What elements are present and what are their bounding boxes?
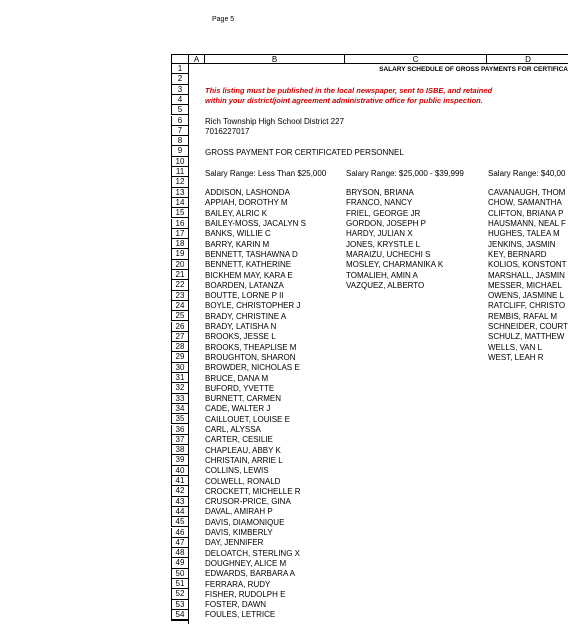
row-header[interactable]: 18 bbox=[171, 239, 189, 249]
column-header-b[interactable]: B bbox=[204, 54, 345, 64]
column-header-a[interactable]: A bbox=[188, 54, 205, 64]
name-cell: DOUGHNEY, ALICE M bbox=[205, 558, 287, 568]
name-cell: CAVANAUGH, THOM bbox=[488, 188, 566, 198]
name-cell: OWENS, JASMINE L bbox=[488, 291, 565, 301]
row-header[interactable]: 48 bbox=[171, 548, 189, 558]
name-cell: CHAPLEAU, ABBY K bbox=[205, 445, 281, 455]
row-header[interactable]: 39 bbox=[171, 455, 189, 465]
name-cell: BAILEY, ALRIC K bbox=[205, 208, 268, 218]
row-header[interactable]: 49 bbox=[171, 558, 189, 568]
name-cell: COLLINS, LEWIS bbox=[205, 466, 269, 476]
row-header[interactable]: 36 bbox=[171, 425, 189, 435]
name-cell: TOMALIEH, AMIN A bbox=[346, 270, 418, 280]
district-code: 7016227017 bbox=[205, 127, 250, 136]
name-cell: JONES, KRYSTLE L bbox=[346, 239, 421, 249]
name-cell: BROOKS, JESSE L bbox=[205, 332, 276, 342]
row-header[interactable]: 6 bbox=[171, 116, 189, 126]
row-header[interactable]: 35 bbox=[171, 414, 189, 424]
row-header[interactable]: 29 bbox=[171, 352, 189, 362]
name-cell: HUGHES, TALEA M bbox=[488, 229, 560, 239]
row-header[interactable]: 34 bbox=[171, 404, 189, 414]
row-header[interactable]: 42 bbox=[171, 486, 189, 496]
row-header[interactable]: 22 bbox=[171, 280, 189, 290]
name-cell: BOYLE, CHRISTOPHER J bbox=[205, 301, 301, 311]
section-title: GROSS PAYMENT FOR CERTIFICATED PERSONNEL bbox=[205, 148, 404, 157]
grid-line bbox=[204, 54, 205, 64]
row-header[interactable]: 31 bbox=[171, 373, 189, 383]
row-header[interactable]: 50 bbox=[171, 569, 189, 579]
row-header[interactable]: 20 bbox=[171, 260, 189, 270]
grid-line bbox=[344, 54, 345, 64]
salary-range-c: Salary Range: $25,000 - $39,999 bbox=[346, 169, 464, 178]
row-header[interactable]: 44 bbox=[171, 507, 189, 517]
row-header[interactable]: 37 bbox=[171, 435, 189, 445]
name-cell: MESSER, MICHAEL bbox=[488, 280, 562, 290]
name-cell: CLIFTON, BRIANA P bbox=[488, 208, 564, 218]
name-cell: BRADY, CHRISTINE A bbox=[205, 311, 287, 321]
grid-line bbox=[188, 54, 189, 624]
name-cell: CARL, ALYSSA bbox=[205, 425, 261, 434]
name-cell: BRUCE, DANA M bbox=[205, 373, 269, 383]
name-cell: ADDISON, LASHONDA bbox=[205, 188, 290, 198]
row-header[interactable]: 28 bbox=[171, 342, 189, 352]
name-cell: SCHNEIDER, COURT bbox=[488, 322, 568, 331]
name-cell: MOSLEY, CHARMANIKA K bbox=[346, 260, 444, 270]
name-cell: SCHULZ, MATTHEW bbox=[488, 332, 565, 342]
name-cell: BUFORD, YVETTE bbox=[205, 383, 275, 393]
name-cell: WEST, LEAH R bbox=[488, 352, 544, 362]
row-header[interactable]: 45 bbox=[171, 517, 189, 527]
name-cell: MARSHALL, JASMIN bbox=[488, 270, 565, 280]
page-label: Page 5 bbox=[212, 16, 235, 23]
name-cell: CADE, WALTER J bbox=[205, 404, 271, 414]
name-cell: CAILLOUET, LOUISE E bbox=[205, 414, 290, 424]
name-cell: JENKINS, JASMIN bbox=[488, 239, 556, 249]
name-cell: BOUTTE, LORNE P II bbox=[205, 291, 284, 301]
row-header[interactable]: 16 bbox=[171, 219, 189, 229]
column-header-d[interactable]: D bbox=[486, 54, 568, 64]
row-header[interactable]: 1 bbox=[171, 64, 189, 74]
row-header[interactable]: 4 bbox=[171, 95, 189, 105]
name-cell: FISHER, RUDOLPH E bbox=[205, 589, 286, 599]
row-header[interactable]: 30 bbox=[171, 363, 189, 373]
name-cell: FOULES, LETRICE bbox=[205, 610, 276, 620]
row-header[interactable]: 51 bbox=[171, 579, 189, 589]
row-header[interactable]: 5 bbox=[171, 105, 189, 115]
row-header[interactable]: 7 bbox=[171, 126, 189, 136]
row-header[interactable]: 2 bbox=[171, 74, 189, 84]
name-cell: BENNETT, KATHERINE bbox=[205, 260, 292, 270]
name-cell: BROOKS, THEAPLISE M bbox=[205, 342, 297, 352]
name-cell: KOLIOS, KONSTONT bbox=[488, 260, 567, 270]
name-cell: FRANCO, NANCY bbox=[346, 198, 413, 208]
name-cell: DAVAL, AMIRAH P bbox=[205, 507, 273, 517]
name-cell: CHOW, SAMANTHA bbox=[488, 198, 562, 208]
row-header[interactable]: 15 bbox=[171, 208, 189, 218]
row-header[interactable]: 38 bbox=[171, 445, 189, 455]
name-cell: FRIEL, GEORGE JR bbox=[346, 208, 421, 218]
name-cell: BENNETT, TASHAWNA D bbox=[205, 249, 298, 259]
name-cell: CROCKETT, MICHELLE R bbox=[205, 486, 301, 496]
name-cell: KEY, BERNARD bbox=[488, 249, 547, 259]
name-cell: APPIAH, DOROTHY M bbox=[205, 198, 288, 208]
name-cell: CARTER, CESILIE bbox=[205, 435, 273, 445]
row-header[interactable]: 3 bbox=[171, 85, 189, 95]
name-cell: BARRY, KARIN M bbox=[205, 239, 270, 249]
row-header[interactable]: 24 bbox=[171, 301, 189, 311]
row-header[interactable]: 9 bbox=[171, 146, 189, 156]
row-header[interactable]: 21 bbox=[171, 270, 189, 280]
row-header[interactable]: 14 bbox=[171, 198, 189, 208]
row-header[interactable]: 19 bbox=[171, 249, 189, 259]
corner-cell[interactable] bbox=[171, 54, 189, 64]
name-cell: FOSTER, DAWN bbox=[205, 600, 267, 610]
name-cell: BOARDEN, LATANZA bbox=[205, 280, 284, 290]
name-cell: DAY, JENNIFER bbox=[205, 538, 264, 548]
name-cell: BROWDER, NICHOLAS E bbox=[205, 363, 300, 373]
name-cell: BRYSON, BRIANA bbox=[346, 188, 414, 198]
row-header[interactable]: 41 bbox=[171, 476, 189, 486]
name-cell: CHRISTAIN, ARRIE L bbox=[205, 455, 283, 465]
schedule-title: SALARY SCHEDULE OF GROSS PAYMENTS FOR CERTIFICA bbox=[379, 66, 568, 73]
row-header[interactable]: 8 bbox=[171, 136, 189, 146]
row-header[interactable]: 13 bbox=[171, 188, 189, 198]
row-header[interactable]: 10 bbox=[171, 157, 189, 167]
row-header[interactable]: 33 bbox=[171, 394, 189, 404]
name-cell: DAVIS, DIAMONIQUE bbox=[205, 517, 285, 527]
name-cell: EDWARDS, BARBARA A bbox=[205, 569, 295, 579]
grid-line bbox=[171, 620, 189, 621]
name-cell: BANKS, WILLIE C bbox=[205, 229, 271, 239]
name-cell: MARAIZU, UCHECHI S bbox=[346, 249, 431, 259]
notice-line-2: within your district/joint agreement administrative office for public inspection. bbox=[205, 96, 483, 105]
row-header[interactable]: 17 bbox=[171, 229, 189, 239]
row-header[interactable]: 27 bbox=[171, 332, 189, 342]
column-header-c[interactable]: C bbox=[344, 54, 487, 64]
row-header[interactable]: 46 bbox=[171, 528, 189, 538]
name-cell: VAZQUEZ, ALBERTO bbox=[346, 280, 425, 290]
name-cell: HAUSMANN, NEAL F bbox=[488, 219, 566, 228]
name-cell: FERRARA, RUDY bbox=[205, 579, 271, 589]
name-cell: CRUSOR-PRICE, GINA bbox=[205, 497, 291, 507]
name-cell: DAVIS, KIMBERLY bbox=[205, 528, 273, 537]
name-cell: BAILEY-MOSS, JACALYN S bbox=[205, 219, 306, 228]
name-cell: BROUGHTON, SHARON bbox=[205, 352, 296, 362]
salary-range-d: Salary Range: $40,00 bbox=[488, 169, 566, 178]
salary-range-b: Salary Range: Less Than $25,000 bbox=[205, 169, 327, 178]
notice-line-1: This listing must be published in the local newspaper, sent to ISBE, and retained bbox=[205, 86, 493, 95]
name-cell: RATCLIFF, CHRISTO bbox=[488, 301, 566, 311]
row-header[interactable]: 53 bbox=[171, 600, 189, 610]
name-cell: DELOATCH, STERLING X bbox=[205, 548, 300, 558]
name-cell: COLWELL, RONALD bbox=[205, 476, 281, 486]
name-cell: BRADY, LATISHA N bbox=[205, 322, 277, 331]
name-cell: WELLS, VAN L bbox=[488, 342, 543, 352]
name-cell: HARDY, JULIAN X bbox=[346, 229, 413, 239]
row-header[interactable]: 12 bbox=[171, 177, 189, 187]
name-cell: BICKHEM MAY, KARA E bbox=[205, 270, 293, 280]
row-header[interactable]: 11 bbox=[171, 167, 189, 177]
row-header[interactable]: 32 bbox=[171, 383, 189, 393]
row-header[interactable]: 40 bbox=[171, 466, 189, 476]
row-header[interactable]: 47 bbox=[171, 538, 189, 548]
name-cell: REMBIS, RAFAL M bbox=[488, 311, 558, 321]
row-header[interactable]: 25 bbox=[171, 311, 189, 321]
grid-line bbox=[486, 54, 487, 64]
row-header[interactable]: 43 bbox=[171, 497, 189, 507]
row-header[interactable]: 26 bbox=[171, 322, 189, 332]
row-header[interactable]: 52 bbox=[171, 589, 189, 599]
row-header[interactable]: 23 bbox=[171, 291, 189, 301]
row-header[interactable]: 54 bbox=[171, 610, 189, 620]
name-cell: BURNETT, CARMEN bbox=[205, 394, 282, 404]
name-cell: GORDON, JOSEPH P bbox=[346, 219, 427, 228]
district-name: Rich Township High School District 227 bbox=[205, 117, 345, 126]
